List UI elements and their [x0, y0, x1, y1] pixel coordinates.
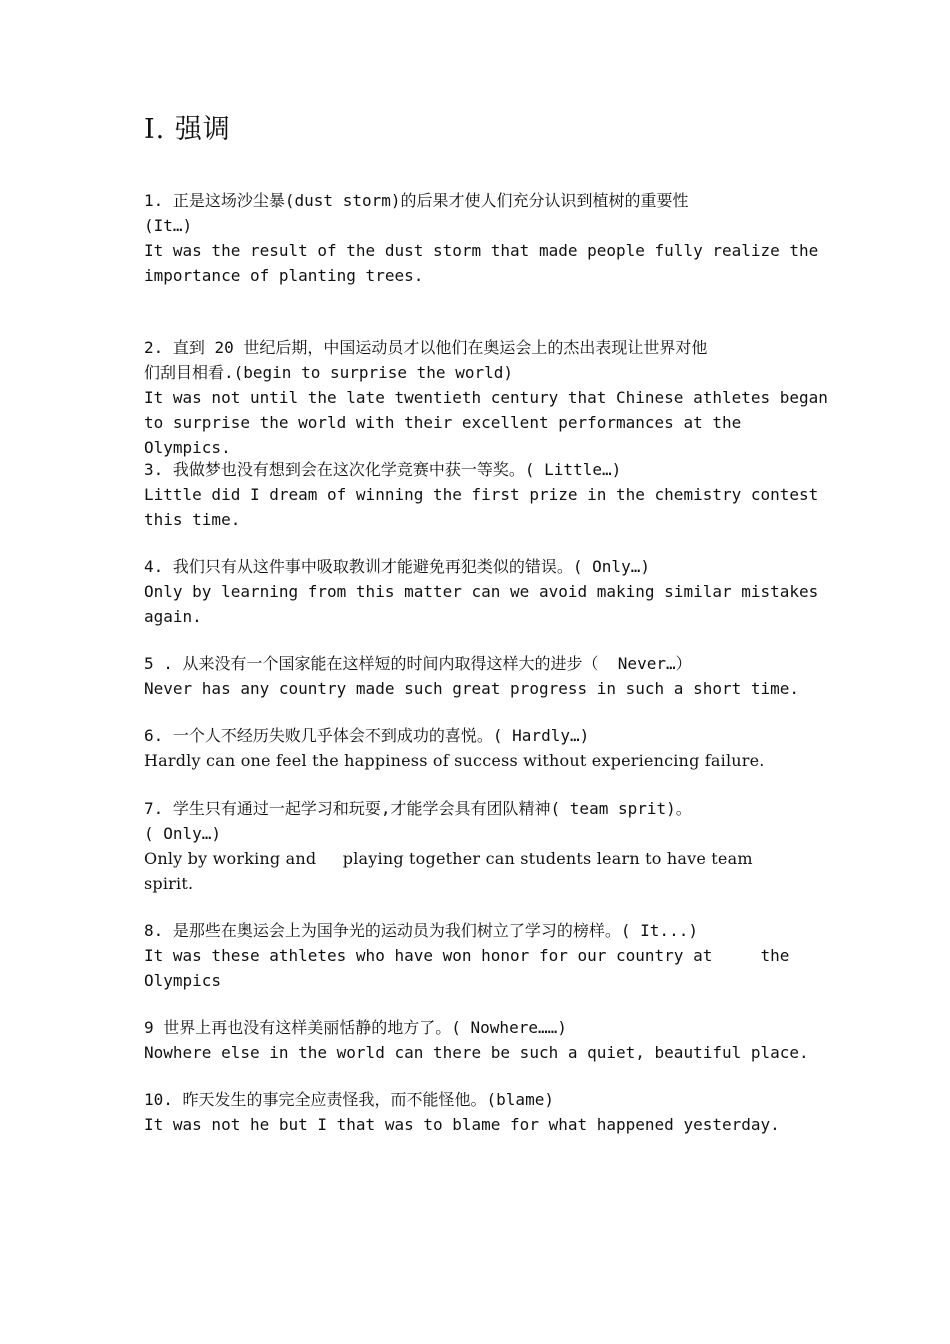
chinese-prompt-line: 5 . 从来没有一个国家能在这样短的时间内取得这样大的进步（ Never…） [144, 654, 692, 673]
english-answer-line: Nowhere else in the world can there be such a quiet, beautiful place. [144, 1043, 809, 1062]
english-answer-line: It was these athletes who have won honor for our country at the [144, 946, 790, 965]
exercise-item-6 [144, 723, 834, 773]
exercise-item-7 [144, 796, 834, 896]
english-answer-line: this time. [144, 510, 241, 529]
exercise-item-8 [144, 918, 834, 993]
exercise-item-1 [144, 188, 834, 288]
chinese-prompt-line: 3. 我做梦也没有想到会在这次化学竞赛中获一等奖。( Little…) [144, 460, 622, 479]
english-answer-line: again. [144, 607, 202, 626]
exercise-item-5 [144, 651, 834, 701]
english-answer-line: Only by learning from this matter can we avoid making similar mistakes [144, 582, 819, 601]
chinese-prompt-line: 8. 是那些在奥运会上为国争光的运动员为我们树立了学习的榜样。( It...) [144, 921, 698, 940]
english-answer-line: spirit. [144, 874, 194, 893]
chinese-prompt-line: 4. 我们只有从这件事中吸取教训才能避免再犯类似的错误。( Only…) [144, 557, 650, 576]
section-heading: I. 强调 [144, 114, 231, 145]
english-answer-line: to surprise the world with their excellent performances at the Olympics. [144, 413, 751, 457]
english-answer-line: Only by working and playing together can students learn to have team [144, 849, 753, 868]
english-answer-line: It was not until the late twentieth century that Chinese athletes began [144, 388, 828, 407]
exercise-item-2 [144, 335, 834, 460]
english-answer-line: importance of planting trees. [144, 266, 424, 285]
chinese-prompt-line: ( Only…) [144, 824, 222, 843]
chinese-prompt-line: 10. 昨天发生的事完全应责怪我，而不能怪他。(blame) [144, 1090, 554, 1109]
english-answer-line: It was the result of the dust storm that made people fully realize the [144, 241, 819, 260]
chinese-prompt-line: 6. 一个人不经历失败几乎体会不到成功的喜悦。( Hardly…) [144, 726, 590, 745]
english-answer-line: Little did I dream of winning the first prize in the chemistry contest [144, 485, 819, 504]
exercise-item-10 [144, 1087, 834, 1137]
exercise-item-9 [144, 1015, 834, 1065]
chinese-prompt-line: 们刮目相看.(begin to surprise the world) [144, 363, 513, 382]
exercise-item-3 [144, 457, 834, 532]
exercise-item-4 [144, 554, 834, 629]
english-answer-line: It was not he but I that was to blame for what happened yesterday. [144, 1115, 780, 1134]
chinese-prompt-line: (It…) [144, 216, 193, 235]
chinese-prompt-line: 9 世界上再也没有这样美丽恬静的地方了。( Nowhere……) [144, 1018, 567, 1037]
english-answer-line: Olympics [144, 971, 222, 990]
chinese-prompt-line: 1. 正是这场沙尘暴(dust storm)的后果才使人们充分认识到植树的重要性 [144, 191, 689, 210]
chinese-prompt-line: 7. 学生只有通过一起学习和玩耍,才能学会具有团队精神( team sprit)。 [144, 799, 692, 818]
english-answer-line: Hardly can one feel the happiness of success without experiencing failure. [144, 751, 765, 770]
english-answer-line: Never has any country made such great progress in such a short time. [144, 679, 800, 698]
chinese-prompt-line: 2. 直到 20 世纪后期，中国运动员才以他们在奥运会上的杰出表现让世界对他 [144, 338, 708, 357]
